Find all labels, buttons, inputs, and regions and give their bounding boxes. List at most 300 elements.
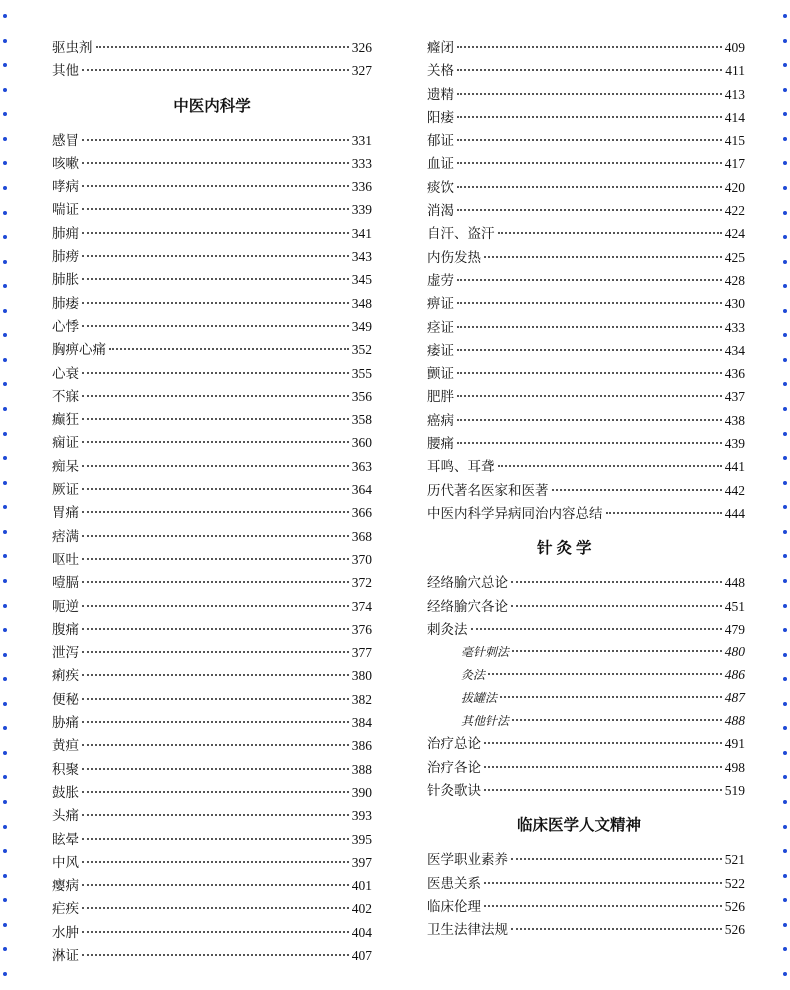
binding-dot: [3, 481, 7, 485]
toc-entry-label: 经络腧穴各论: [427, 598, 508, 615]
toc-entry-page-number: 358: [351, 412, 372, 428]
toc-entry[interactable]: [427, 106, 745, 129]
toc-entry-page-number: 366: [351, 505, 372, 521]
binding-dot: [3, 604, 7, 608]
toc-entry-label: 癫狂: [52, 412, 79, 429]
binding-dot: [783, 333, 787, 337]
binding-dot: [3, 358, 7, 362]
dot-leader: [82, 535, 349, 537]
toc-entry[interactable]: [52, 36, 372, 59]
toc-entry[interactable]: [52, 664, 372, 687]
toc-entry-page-number: 326: [351, 40, 372, 55]
binding-dot: [3, 333, 7, 337]
toc-entry[interactable]: [427, 779, 745, 802]
toc-entry-page-number: 441: [724, 459, 745, 475]
toc-entry-page-number: 479: [724, 621, 745, 637]
toc-entry-label: 痉证: [427, 319, 454, 336]
toc-entry[interactable]: [427, 872, 745, 895]
binding-dot: [783, 432, 787, 436]
binding-dot: [783, 898, 787, 902]
binding-dot: [3, 972, 7, 976]
toc-entry-label: 痫证: [52, 435, 79, 452]
dot-leader: [109, 348, 349, 350]
dot-leader: [82, 768, 349, 770]
binding-dot: [783, 849, 787, 853]
toc-entry[interactable]: [52, 292, 372, 315]
dot-leader: [457, 442, 722, 444]
toc-entry[interactable]: [427, 292, 745, 315]
binding-dot: [3, 947, 7, 951]
toc-entry[interactable]: [52, 781, 372, 804]
left-entries: [52, 129, 372, 968]
toc-entry-label: 历代著名医家和医著: [427, 482, 549, 499]
dot-leader: [512, 719, 722, 721]
toc-entry-label: 肺胀: [52, 272, 79, 289]
dot-leader: [82, 372, 349, 374]
section-title-medical-humanities: 临床医学人文精神: [517, 815, 642, 835]
toc-entry[interactable]: [52, 525, 372, 548]
dot-leader: [96, 46, 349, 48]
toc-entry[interactable]: [52, 828, 372, 851]
binding-dot: [783, 284, 787, 288]
dot-leader: [457, 372, 722, 374]
toc-entry[interactable]: [52, 338, 372, 361]
toc-entry-label: 针灸歌诀: [427, 782, 481, 799]
binding-dot: [3, 554, 7, 558]
binding-dot: [3, 751, 7, 755]
toc-entry[interactable]: [52, 897, 372, 920]
binding-dot: [3, 211, 7, 215]
toc-entry-label: 癌病: [427, 412, 454, 429]
toc-entry-page-number: 360: [351, 435, 372, 451]
toc-entry-label: 临床伦理: [427, 898, 481, 915]
toc-entry-page-number: 363: [351, 458, 372, 474]
binding-dot: [783, 309, 787, 313]
toc-entry-page-number: 491: [724, 736, 745, 752]
dot-leader: [82, 791, 349, 793]
toc-entry-page-number: 425: [724, 249, 745, 265]
toc-entry-label: 血证: [427, 156, 454, 173]
toc-entry[interactable]: [52, 478, 372, 501]
toc-entry-label: 内伤发热: [427, 249, 481, 266]
dot-leader: [82, 418, 349, 420]
toc-entry[interactable]: [52, 315, 372, 338]
toc-entry-label: 淋证: [52, 947, 79, 964]
toc-entry[interactable]: [427, 687, 745, 710]
toc-entry-label: 郁证: [427, 133, 454, 150]
toc-entry-label: 痹证: [427, 296, 454, 313]
binding-dot: [783, 14, 787, 18]
dot-leader: [457, 302, 722, 304]
toc-entry[interactable]: [427, 710, 745, 733]
dot-leader: [484, 256, 722, 258]
toc-entry-page-number: 498: [724, 759, 745, 775]
toc-entry-label: 癃闭: [427, 40, 454, 56]
toc-entry[interactable]: [52, 455, 372, 478]
toc-entry[interactable]: [427, 385, 745, 408]
toc-entry-label: 便秘: [52, 691, 79, 708]
dot-leader: [82, 744, 349, 746]
binding-dot: [3, 260, 7, 264]
toc-entry-page-number: 327: [351, 63, 372, 79]
binding-dot: [3, 653, 7, 657]
dot-leader: [82, 954, 349, 956]
toc-entry[interactable]: [52, 431, 372, 454]
toc-entry[interactable]: [427, 641, 745, 664]
toc-entry-label: 不寐: [52, 388, 79, 405]
toc-entry[interactable]: [427, 362, 745, 385]
toc-entry-label: 心悸: [52, 318, 79, 335]
toc-entry-page-number: 414: [724, 109, 745, 125]
toc-entry-label: 消渴: [427, 203, 454, 220]
toc-entry-label: 自汗、盗汗: [427, 226, 495, 243]
toc-entry[interactable]: [52, 152, 372, 175]
toc-entry-page-number: 526: [724, 922, 745, 938]
toc-entry-label: 颤证: [427, 366, 454, 383]
toc-entry-page-number: 376: [351, 621, 372, 637]
toc-entry[interactable]: [427, 479, 745, 502]
toc-entry[interactable]: [427, 409, 745, 432]
dot-leader: [82, 441, 349, 443]
dot-leader: [82, 884, 349, 886]
toc-entry-page-number: 345: [351, 272, 372, 288]
toc-entry-label: 积聚: [52, 761, 79, 778]
binding-dot: [3, 874, 7, 878]
dot-leader: [457, 349, 722, 351]
dot-leader: [82, 698, 349, 700]
dot-leader: [488, 673, 722, 675]
toc-entry-page-number: 393: [351, 808, 372, 824]
toc-entry[interactable]: [427, 595, 745, 618]
toc-entry[interactable]: [427, 618, 745, 641]
humanities-entries: [427, 848, 745, 941]
dot-leader: [82, 558, 349, 560]
binding-dot: [3, 284, 7, 288]
binding-dot: [3, 309, 7, 313]
toc-entry-label: 心衰: [52, 365, 79, 382]
toc-entry-page-number: 437: [724, 389, 745, 405]
toc-entry[interactable]: [427, 269, 745, 292]
toc-entry[interactable]: [427, 432, 745, 455]
toc-entry-page-number: 397: [351, 854, 372, 870]
dot-leader: [82, 814, 349, 816]
toc-entry-page-number: 519: [724, 782, 745, 798]
dot-leader: [82, 208, 349, 210]
dot-leader: [484, 789, 722, 791]
toc-entry[interactable]: [427, 895, 745, 918]
toc-entry[interactable]: [427, 732, 745, 755]
toc-entry[interactable]: [52, 595, 372, 618]
binding-dot: [783, 726, 787, 730]
toc-entry[interactable]: [427, 152, 745, 175]
toc-entry[interactable]: [52, 198, 372, 221]
toc-entry-label: 医患关系: [427, 875, 481, 892]
toc-entry-label: 噎膈: [52, 575, 79, 592]
toc-entry[interactable]: [52, 129, 372, 152]
toc-entry[interactable]: [52, 268, 372, 291]
toc-entry-label: 痰饮: [427, 179, 454, 196]
binding-dot: [783, 505, 787, 509]
dot-leader: [82, 302, 349, 304]
dot-leader: [457, 395, 722, 397]
toc-entry-label: 疟疾: [52, 901, 79, 918]
dot-leader: [457, 186, 722, 188]
dot-leader: [552, 489, 722, 491]
toc-entry[interactable]: [427, 59, 745, 82]
binding-dot: [783, 260, 787, 264]
toc-entry-label: 治疗各论: [427, 759, 481, 776]
toc-entry[interactable]: [427, 339, 745, 362]
dot-leader: [82, 465, 349, 467]
toc-entry-page-number: 336: [351, 179, 372, 195]
dot-leader: [82, 162, 349, 164]
toc-entry[interactable]: [427, 222, 745, 245]
toc-entry-label: 鼓胀: [52, 784, 79, 801]
toc-entry-page-number: 401: [351, 878, 372, 894]
toc-entry[interactable]: [52, 548, 372, 571]
toc-entry-page-number: 409: [724, 40, 745, 55]
toc-entry-label: 感冒: [52, 132, 79, 149]
toc-entry-label: 瘿病: [52, 878, 79, 895]
toc-entry[interactable]: [52, 641, 372, 664]
toc-entry-label: 遗精: [427, 86, 454, 103]
toc-entry[interactable]: [52, 874, 372, 897]
toc-entry-page-number: 411: [725, 63, 745, 79]
toc-entry-label: 刺灸法: [427, 621, 468, 638]
toc-entry-label: 拔罐法: [461, 690, 498, 705]
toc-entry-label: 痞满: [52, 528, 79, 545]
dot-leader: [498, 232, 722, 234]
toc-entry[interactable]: [52, 59, 372, 82]
toc-entry-label: 肺痨: [52, 249, 79, 266]
dot-leader: [484, 742, 722, 744]
binding-dot: [3, 186, 7, 190]
binding-dot: [3, 702, 7, 706]
dot-leader: [82, 139, 349, 141]
toc-entry[interactable]: [52, 571, 372, 594]
binding-dot: [3, 849, 7, 853]
toc-entry-label: 厥证: [52, 482, 79, 499]
toc-entry-page-number: 433: [724, 319, 745, 335]
toc-entry[interactable]: [52, 362, 372, 385]
toc-entry[interactable]: [427, 83, 745, 106]
binding-dot: [3, 137, 7, 141]
toc-entry[interactable]: [52, 921, 372, 944]
toc-entry[interactable]: [52, 711, 372, 734]
binding-dot: [783, 677, 787, 681]
binding-dot: [783, 235, 787, 239]
toc-entry-page-number: 417: [724, 156, 745, 172]
toc-entry[interactable]: [427, 199, 745, 222]
dot-leader: [484, 905, 722, 907]
toc-entry-label: 肥胖: [427, 389, 454, 406]
toc-entry-label: 黄疸: [52, 738, 79, 755]
toc-entry[interactable]: [427, 129, 745, 152]
binding-dot: [783, 211, 787, 215]
toc-entry[interactable]: [52, 944, 372, 967]
toc-entry[interactable]: [52, 222, 372, 245]
toc-entry-label: 肺痈: [52, 225, 79, 242]
dot-leader: [82, 488, 349, 490]
toc-entry-page-number: 434: [724, 342, 745, 358]
dot-leader: [511, 858, 722, 860]
binding-dot: [783, 972, 787, 976]
dot-leader: [511, 581, 722, 583]
toc-entry-page-number: 364: [351, 482, 372, 498]
toc-entry-page-number: 395: [351, 831, 372, 847]
toc-entry[interactable]: [52, 804, 372, 827]
toc-entry-page-number: 522: [724, 875, 745, 891]
binding-dot: [783, 530, 787, 534]
toc-entry-label: 其他: [52, 63, 79, 80]
toc-entry-page-number: 420: [724, 179, 745, 195]
toc-entry-label: 腹痛: [52, 621, 79, 638]
dot-leader: [511, 605, 722, 607]
toc-entry-label: 胸痹心痛: [52, 342, 106, 359]
binding-dot: [783, 825, 787, 829]
dot-leader: [512, 650, 722, 652]
binding-dot: [783, 628, 787, 632]
dot-leader: [484, 766, 722, 768]
binding-dot: [783, 88, 787, 92]
toc-entry-label: 治疗总论: [427, 736, 481, 753]
toc-entry[interactable]: [52, 501, 372, 524]
dot-leader: [457, 209, 722, 211]
dot-leader: [82, 325, 349, 327]
binding-dot: [3, 628, 7, 632]
toc-entry[interactable]: [427, 246, 745, 269]
toc-entry-label: 阳痿: [427, 109, 454, 126]
toc-entry-page-number: 355: [351, 365, 372, 381]
binding-dot: [783, 112, 787, 116]
toc-entry-label: 喘证: [52, 202, 79, 219]
toc-entry-page-number: 444: [724, 505, 745, 521]
toc-entry-page-number: 339: [351, 202, 372, 218]
toc-entry-page-number: 436: [724, 366, 745, 382]
toc-entry-label: 灸法: [461, 667, 486, 682]
toc-entry-label: 驱虫剂: [52, 40, 93, 56]
toc-entry-label: 眩晕: [52, 831, 79, 848]
toc-entry-label: 水肿: [52, 924, 79, 941]
toc-entry[interactable]: [427, 36, 745, 59]
dot-leader: [82, 255, 349, 257]
toc-entry[interactable]: [52, 385, 372, 408]
binding-dot: [783, 751, 787, 755]
toc-entry[interactable]: [427, 316, 745, 339]
toc-entry[interactable]: [52, 618, 372, 641]
toc-entry[interactable]: [427, 848, 745, 871]
toc-entry-label: 其他针法: [461, 713, 510, 728]
toc-entry[interactable]: [52, 734, 372, 757]
toc-entry-label: 胃痛: [52, 505, 79, 522]
dot-leader: [82, 651, 349, 653]
toc-entry[interactable]: [52, 175, 372, 198]
toc-entry-page-number: 377: [351, 645, 372, 661]
toc-entry[interactable]: [427, 455, 745, 478]
toc-entry-label: 耳鸣、耳聋: [427, 459, 495, 476]
toc-entry-page-number: 331: [351, 132, 372, 148]
dot-leader: [457, 162, 722, 164]
toc-entry[interactable]: [52, 408, 372, 431]
binding-dot: [3, 726, 7, 730]
left-top-entries: [52, 36, 372, 83]
toc-entry-page-number: 438: [724, 412, 745, 428]
binding-dot: [3, 825, 7, 829]
dot-leader: [82, 674, 349, 676]
binding-dot: [783, 604, 787, 608]
binding-dot: [783, 579, 787, 583]
dot-leader: [457, 69, 722, 71]
binding-dot: [3, 530, 7, 534]
toc-entry[interactable]: [52, 851, 372, 874]
binding-dot: [3, 161, 7, 165]
toc-entry[interactable]: [427, 664, 745, 687]
toc-entry-page-number: 349: [351, 318, 372, 334]
dot-leader: [457, 279, 722, 281]
binding-dot: [3, 456, 7, 460]
toc-entry-label: 毫针刺法: [461, 645, 510, 660]
toc-left-column: [52, 36, 372, 967]
toc-entry-page-number: 343: [351, 249, 372, 265]
toc-entry-label: 卫生法律法规: [427, 922, 508, 939]
toc-entry-label: 呃逆: [52, 598, 79, 615]
toc-entry-page-number: 451: [724, 598, 745, 614]
toc-entry[interactable]: [427, 571, 745, 594]
toc-entry-page-number: 404: [351, 924, 372, 940]
section-title-acupuncture: 针灸学: [537, 538, 596, 558]
toc-entry-label: 经络腧穴总论: [427, 575, 508, 592]
binding-dot: [3, 112, 7, 116]
dot-leader: [82, 931, 349, 933]
binding-dot: [3, 235, 7, 239]
toc-entry-page-number: 526: [724, 898, 745, 914]
toc-entry-label: 肺痿: [52, 295, 79, 312]
dot-leader: [484, 882, 722, 884]
toc-entry[interactable]: [427, 756, 745, 779]
toc-entry-label: 痿证: [427, 342, 454, 359]
toc-entry-page-number: 448: [724, 575, 745, 591]
toc-entry-page-number: 439: [724, 436, 745, 452]
binding-dot: [783, 39, 787, 43]
toc-entry-page-number: 415: [724, 133, 745, 149]
toc-entry[interactable]: [52, 688, 372, 711]
binding-dot: [3, 579, 7, 583]
dot-leader: [82, 861, 349, 863]
toc-entry[interactable]: [52, 245, 372, 268]
binding-dot: [783, 874, 787, 878]
toc-entry[interactable]: [427, 918, 745, 941]
toc-entry-page-number: 356: [351, 388, 372, 404]
toc-entry-page-number: 424: [724, 226, 745, 242]
toc-entry-label: 泄泻: [52, 645, 79, 662]
toc-entry-page-number: 480: [724, 644, 745, 660]
dot-leader: [82, 628, 349, 630]
toc-entry[interactable]: [52, 758, 372, 781]
dot-leader: [457, 419, 722, 421]
dot-leader: [606, 512, 722, 514]
binding-dot: [783, 63, 787, 67]
toc-entry[interactable]: [427, 176, 745, 199]
toc-entry-page-number: 488: [724, 712, 745, 728]
toc-entry-label: 呕吐: [52, 551, 79, 568]
dot-leader: [82, 511, 349, 513]
toc-entry-page-number: 428: [724, 272, 745, 288]
binding-dot: [783, 800, 787, 804]
toc-entry-page-number: 521: [724, 852, 745, 868]
toc-entry-label: 医学职业素养: [427, 852, 508, 869]
binding-dot: [3, 800, 7, 804]
toc-entry[interactable]: [427, 502, 745, 525]
